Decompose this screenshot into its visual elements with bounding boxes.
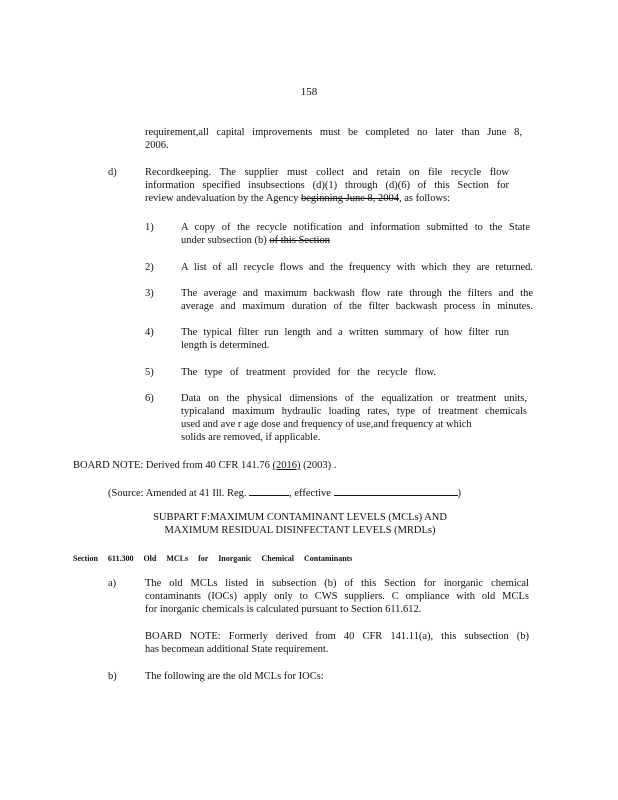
text-line: The average and maximum backwash flow rate through the filters and the xyxy=(181,288,533,299)
text-segment: (2003) . xyxy=(303,460,337,471)
text-line xyxy=(181,234,530,247)
blank-line xyxy=(334,485,458,496)
text-line: contaminants (IOCs) apply only to CWS suppliers. C ompliance with old MCLs xyxy=(145,591,529,602)
item-number: 6) xyxy=(145,393,154,404)
item-number: 3) xyxy=(145,288,154,299)
text-segment: review andevaluation by the Agency xyxy=(145,193,299,204)
subsection-a-text xyxy=(145,577,529,616)
text-line: for inorganic chemicals is calculated pursuant to Section 611.612. xyxy=(145,604,422,615)
item-number: 5) xyxy=(145,367,154,378)
text-line: A list of all recycle flows and the frequency with which they are returned. xyxy=(181,262,533,273)
text-line: used and ave r age dose and frequency of use,and frequency at which xyxy=(181,419,472,430)
text-line: 2006. xyxy=(145,140,169,151)
text-line: Data on the physical dimensions of the equalization or treatment units, xyxy=(181,393,527,404)
text-line: BOARD NOTE: Formerly derived from 40 CFR 141.11(a), this subsection (b) xyxy=(145,631,529,642)
continuation-text xyxy=(145,126,522,152)
text-line: SUBPART F:MAXIMUM CONTAMINANT LEVELS (MCLs) AND xyxy=(153,512,447,523)
subsection-d-text xyxy=(145,166,509,205)
item-number: 4) xyxy=(145,327,154,338)
text-line: average and maximum duration of the filter backwash process in minutes. xyxy=(181,301,533,312)
item-4-text xyxy=(181,326,509,352)
text-line: MAXIMUM RESIDUAL DISINFECTANT LEVELS (MRDLs) xyxy=(164,525,436,536)
subpart-heading xyxy=(120,511,480,537)
underlined-text: (2016) xyxy=(272,460,301,471)
text-segment: ) xyxy=(457,488,462,499)
text-segment: (Source: Amended at 41 Ill. Reg. xyxy=(108,488,247,499)
item-6-text xyxy=(181,392,527,444)
text-segment: under subsection (b) xyxy=(181,235,267,246)
subsection-b-text: The following are the old MCLs for IOCs: xyxy=(145,671,324,682)
struck-text: of this Section xyxy=(269,235,331,246)
subsection-label-a: a) xyxy=(108,578,117,589)
struck-text: beginning June 8, 2004 xyxy=(301,193,399,204)
text-segment: , as follows: xyxy=(399,193,451,204)
page-number: 158 xyxy=(300,86,318,98)
text-line: length is determined. xyxy=(181,340,270,351)
text-line: The old MCLs listed in subsection (b) of this Section for inorganic chemical xyxy=(145,578,529,589)
item-2-text xyxy=(181,261,533,274)
text-line: A copy of the recycle notification and information submitted to the State xyxy=(181,222,530,233)
item-3-text xyxy=(181,287,533,313)
item-1-text xyxy=(181,221,530,247)
item-5-text xyxy=(181,366,436,379)
text-segment: , effective xyxy=(289,488,331,499)
section-heading: Section 611.300 Old MCLs for Inorganic Chemical Contaminants xyxy=(73,554,353,563)
text-line xyxy=(145,192,509,205)
text-line: has becomean additional State requirement. xyxy=(145,644,329,655)
text-line: The typical filter run length and a written summary of how filter run xyxy=(181,327,509,338)
subsection-a-board-note xyxy=(145,630,529,656)
text-line: requirement,all capital improvements must be completed no later than June 8, xyxy=(145,127,522,138)
item-number: 2) xyxy=(145,262,154,273)
blank-line xyxy=(249,485,289,496)
text-line: Recordkeeping. The supplier must collect and retain on file recycle flow xyxy=(145,167,509,178)
subsection-label-b: b) xyxy=(108,671,117,682)
text-line: solids are removed, if applicable. xyxy=(181,432,321,443)
board-note xyxy=(73,459,336,472)
item-number: 1) xyxy=(145,222,154,233)
text-line: typicaland maximum hydraulic loading rates, type of treatment chemicals xyxy=(181,406,527,417)
subsection-label-d: d) xyxy=(108,167,117,178)
source-note xyxy=(108,485,461,500)
text-line: information specified insubsections (d)(1) through (d)(6) of this Section for xyxy=(145,180,509,191)
text-line: The type of treatment provided for the recycle flow. xyxy=(181,367,436,378)
text-segment: BOARD NOTE: Derived from 40 CFR 141.76 xyxy=(73,460,270,471)
